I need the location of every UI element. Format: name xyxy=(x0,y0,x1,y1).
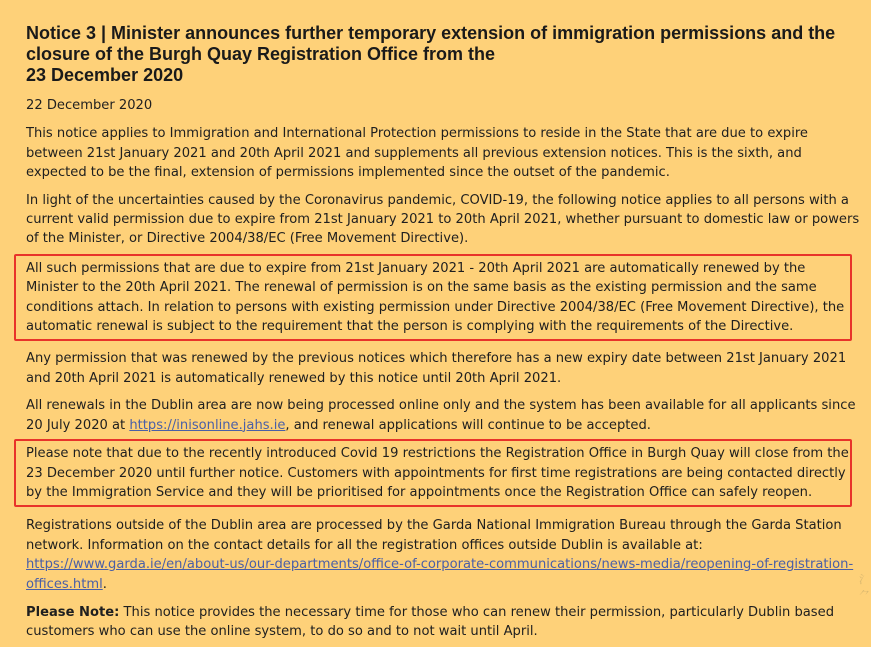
highlight-box-closure xyxy=(14,439,852,507)
renewal-paragraph: All such permissions that are due to expire from 21st January 2021 - 20th April 2021 are automatically renewed by the Minister to the 20th April 2021. The renewal of permission is on the same basis as the existing permission and the same conditions attach. In relation to persons with existing permission under Directive 2004/38/EC (Free Movement Directive), the automatic renewal is subject to the requirement that the person is complying with the requirements of the Directive. xyxy=(26,260,845,335)
notice-article xyxy=(26,0,861,642)
garda-registration-offices-link[interactable]: https://www.garda.ie/en/about-us/our-departments/office-of-corporate-communications/news-media/reopening-of-registration-offices.html xyxy=(26,557,854,592)
online-renewals-text-after: , and renewal applications will continue to be accepted. xyxy=(285,417,651,433)
notice-date: 22 December 2020 xyxy=(26,98,153,113)
intro-paragraph: This notice applies to Immigration and International Protection permissions to reside in the State that are due to expire between 21st January 2021 and 20th April 2021 and supplements all previous extension notices. This is the sixth, and expected to be the final, extension of permissions implemented since the outset of the pandemic. xyxy=(26,126,808,181)
outside-dublin-text-after: . xyxy=(102,576,107,592)
online-renewals-paragraph xyxy=(26,396,861,435)
please-note-label: Please Note: xyxy=(26,604,120,620)
notice-title-line-1: Notice 3 | Minister announces further temporary extension of immigration permissions and the xyxy=(26,23,836,43)
notice-title-line-3: 23 December 2020 xyxy=(26,65,184,85)
side-glyph-1: 氵 xyxy=(859,573,870,586)
highlight-box-renewal xyxy=(14,254,852,342)
online-renewals-text-before: All renewals in the Dublin area are now being processed online only and the system has been available for all applicants since 20 July 2020 at xyxy=(26,398,856,433)
outside-dublin-text-before: Registrations outside of the Dublin area are processed by the Garda National Immigration Bureau through the Garda Station network. Information on the contact details for all the registration offices outside Dublin is available at: xyxy=(26,518,842,553)
side-glyph-strip xyxy=(859,572,869,604)
notice-title-line-2: closure of the Burgh Quay Registration Office from the xyxy=(26,44,496,64)
please-note-paragraph xyxy=(26,603,861,642)
outside-dublin-paragraph xyxy=(26,516,861,594)
side-glyph-2: ⺈ xyxy=(859,589,870,602)
please-note-text: This notice provides the necessary time for those who can renew their permission, particularly Dublin based customers who can use the online system, to do so and to not wait until April. xyxy=(26,604,835,640)
closure-paragraph: Please note that due to the recently introduced Covid 19 restrictions the Registration Office in Burgh Quay will close from the 23 December 2020 until further notice. Customers with appointments for first time registrations are being contacted directly by the Immigration Service and they will be prioritised for appointments once the Registration Office can safely reopen. xyxy=(26,446,849,500)
inisonline-link[interactable]: https://inisonline.jahs.ie xyxy=(129,417,286,433)
notice-title xyxy=(26,23,861,86)
pandemic-paragraph: In light of the uncertainties caused by the Coronavirus pandemic, COVID-19, the following notice applies to all persons with a current valid permission due to expire from 21st January 2021 to 20th April 2021, whether pursuant to domestic law or powers of the Minister, or Directive 2004/38/EC (Free Movement Directive). xyxy=(26,192,860,247)
previous-notices-paragraph: Any permission that was renewed by the previous notices which therefore has a new expiry date between 21st January 2021 and 20th April 2021 is automatically renewed by this notice until 20th April 2021. xyxy=(26,351,847,386)
